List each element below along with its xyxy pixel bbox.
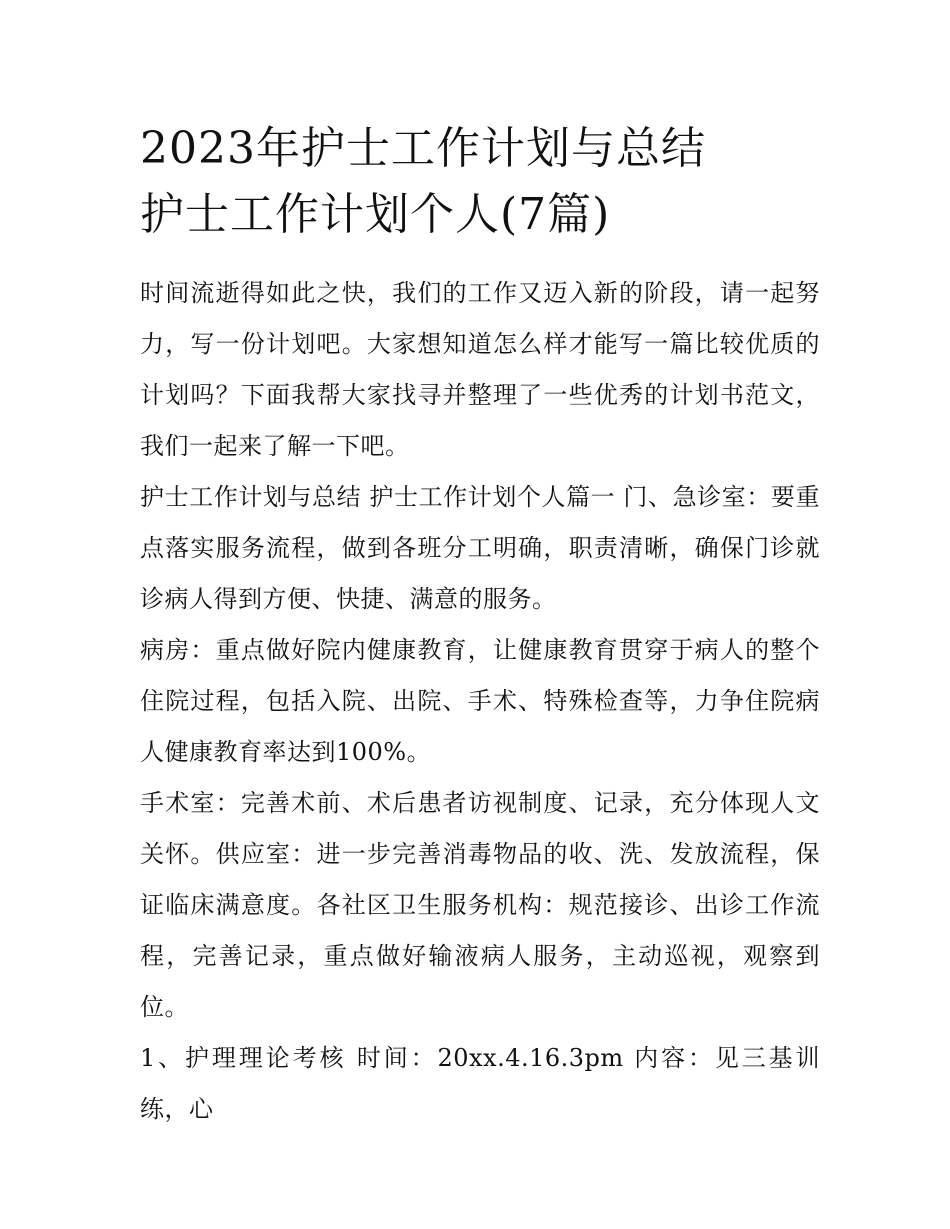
title-line-2: 护士工作计划个人(7篇) [140,189,611,240]
document-title [140,118,820,246]
paragraph-outpatient: 护士工作计划与总结 护士工作计划个人篇一 门、急诊室：要重点落实服务流程，做到各班分工明确，职责清晰，确保门诊就诊病人得到方便、快捷、满意的服务。 [140,483,820,613]
title-line-1: 2023年护士工作计划与总结 [140,123,706,174]
paragraph-ward: 病房：重点做好院内健康教育，让健康教育贯穿于病人的整个住院过程，包括入院、出院、手术、特殊检查等，力争住院病人健康教育率达到100%。 [140,636,820,766]
document-content [140,118,820,1135]
document-body [140,268,820,1135]
paragraph-intro: 时间流逝得如此之快，我们的工作又迈入新的阶段，请一起努力，写一份计划吧。大家想知道怎么样才能写一篇比较优质的计划吗？下面我帮大家找寻并整理了一些优秀的计划书范文，我们一起来了解一下吧。 [140,279,820,460]
paragraph-operating-room: 手术室：完善术前、术后患者访视制度、记录，充分体现人文关怀。供应室：进一步完善消毒物品的收、洗、发放流程，保证临床满意度。各社区卫生服务机构：规范接诊、出诊工作流程，完善记录，重点做好输液病人服务，主动巡视，观察到位。 [140,789,820,1021]
paragraph-exam: 1、护理理论考核 时间：20xx.4.16.3pm 内容：见三基训练，心 [140,1044,820,1123]
